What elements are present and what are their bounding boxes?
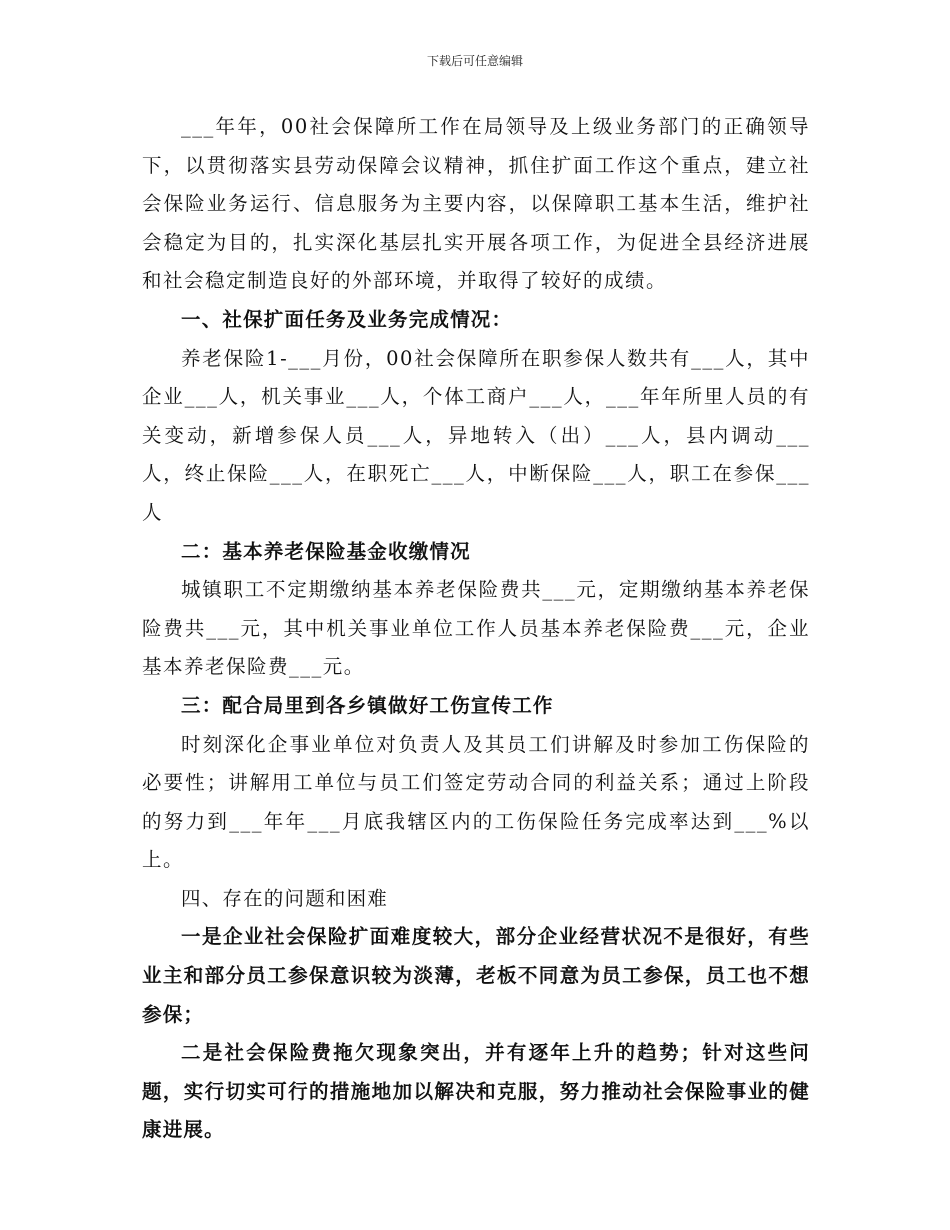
section-heading-1: 一、社保扩面任务及业务完成情况： [181,307,513,331]
section-heading-4: 四、存在的问题和困难 [181,886,389,910]
page-header: 下载后可任意编辑 [426,54,523,68]
section-3-paragraph: 时刻深化企事业单位对负责人及其员工们讲解及时参加工伤保险的必要性；讲解用工单位与员工们签定劳动合同的利益关系；通过上阶段的努力到___年年___月底我辖区内的工伤保险任务完成率达到___%以上。 [142,732,810,872]
intro-paragraph: ___年年，00社会保障所工作在局领导及上级业务部门的正确领导下，以贯彻落实县劳动保障会议精神，抓住扩面工作这个重点，建立社会保险业务运行、信息服务为主要内容，以保障职工基本生活，维护社会稳定为目的，扎实深化基层扎实开展各项工作，为促进全县经济进展和社会稳定制造良好的外部环境，并取得了较好的成绩。 [142,115,810,293]
section-2-paragraph: 城镇职工不定期缴纳基本养老保险费共___元，定期缴纳基本养老保险费共___元，其中机关事业单位工作人员基本养老保险费___元，企业基本养老保险费___元。 [142,578,810,679]
problem-2-paragraph: 二是社会保险费拖欠现象突出，并有逐年上升的趋势；针对这些问题，实行切实可行的措施地加以解决和克服，努力推动社会保险事业的健康进展。 [142,1041,810,1142]
section-heading-3: 三：配合局里到各乡镇做好工伤宣传工作 [181,693,554,717]
document-body [142,108,810,1150]
section-1-paragraph: 养老保险1-___月份，00社会保障所在职参保人数共有___人，其中企业___人，机关事业___人，个体工商户___人，___年年所里人员的有关变动，新增参保人员___人，异地转入（出）___人，县内调动___人，终止保险___人，在职死亡___人，中断保险___人，职工在参保___人 [142,346,810,524]
problem-1-paragraph: 一是企业社会保险扩面难度较大，部分企业经营状况不是很好，有些业主和部分员工参保意识较为淡薄，老板不同意为员工参保，员工也不想参保； [142,925,810,1026]
section-heading-2: 二：基本养老保险基金收缴情况 [181,539,471,563]
